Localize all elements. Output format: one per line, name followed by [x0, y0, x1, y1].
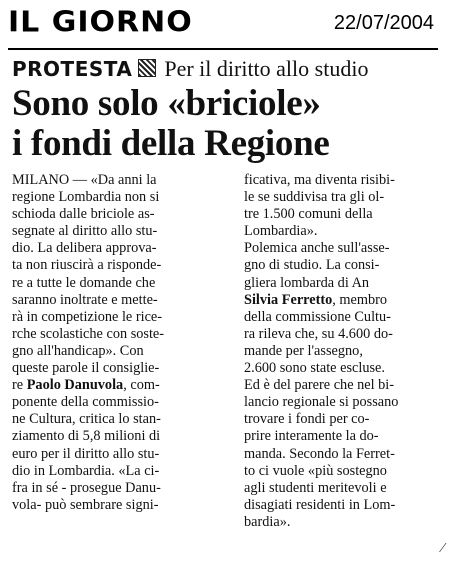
text-line: ne Cultura, critica lo stan-	[12, 411, 161, 428]
newspaper-name: IL GIORNO	[8, 6, 193, 40]
text-line: ta non riuscirà a risponde-	[12, 257, 162, 274]
text-line: trovare i fondi per co-	[244, 411, 370, 428]
text-line: prire interamente la do-	[244, 428, 379, 445]
text-line: regione Lombardia non si	[12, 189, 160, 206]
corner-mark: ⁄	[441, 541, 444, 556]
text-line	[12, 377, 232, 394]
article-column-right	[244, 172, 436, 531]
section-kicker	[12, 56, 442, 82]
text-line: saranno inoltrate e mette-	[12, 291, 158, 308]
text-line: Polemica anche sull'asse-	[244, 240, 390, 257]
masthead	[8, 6, 438, 44]
text-line: Ed è del parere che nel bi-	[244, 377, 395, 394]
text-fragment: , membro	[332, 291, 388, 308]
publication-date: 22/07/2004	[333, 12, 434, 34]
text-line: MILANO — «Da anni la	[12, 172, 157, 188]
text-line: euro per il diritto allo stu-	[12, 445, 160, 462]
text-line: dio. La delibera approva-	[12, 240, 157, 257]
text-line: bardia».	[244, 513, 291, 530]
text-line	[244, 292, 436, 309]
text-line: rche scolastiche con soste-	[12, 325, 165, 342]
text-fragment: , com-	[123, 377, 160, 394]
person-name: Silvia Ferretto	[244, 291, 333, 308]
headline-line: Sono solo «briciole»	[12, 83, 321, 124]
text-line: 2.600 sono state escluse.	[244, 360, 385, 377]
headline-line: i fondi della Regione	[12, 123, 330, 164]
text-line: manda. Secondo la Ferret-	[244, 445, 395, 462]
text-line: tre 1.500 comuni della	[244, 206, 373, 223]
text-fragment: re	[12, 377, 24, 394]
text-line: mande per l'assegno,	[244, 342, 363, 359]
kicker-label: PROTESTA	[12, 57, 133, 81]
text-line: queste parole il consiglie-	[12, 360, 160, 377]
article-column-left	[12, 172, 232, 514]
text-line: fra in sé - prosegue Danu-	[12, 479, 161, 496]
text-line: dio in Lombardia. «La ci-	[12, 462, 160, 479]
text-line: segnate al diritto allo stu-	[12, 223, 158, 240]
text-line: ponente della commissio-	[12, 394, 159, 411]
text-line: ziamento di 5,8 milioni di	[12, 428, 161, 445]
text-line: ra rileva che, su 4.600 do-	[244, 325, 393, 342]
text-line: della commissione Cultu-	[244, 308, 391, 325]
text-line: le se suddivisa tra gli ol-	[244, 189, 385, 206]
headline	[12, 84, 442, 164]
text-line: gno all'handicap». Con	[12, 342, 144, 359]
text-line: Lombardia».	[244, 223, 318, 240]
hatched-square-icon	[138, 59, 156, 77]
text-line: gno di studio. La consi-	[244, 257, 380, 274]
text-line: disagiati residenti in Lom-	[244, 496, 396, 513]
text-line: re a tutte le domande che	[12, 274, 156, 291]
text-line: agli studenti meritevoli e	[244, 479, 387, 496]
person-name: Paolo Danuvola	[26, 377, 124, 394]
text-line: schioda dalle briciole as-	[12, 206, 155, 223]
masthead-rule	[8, 48, 438, 50]
text-line: ficativa, ma diventa risibi-	[244, 172, 395, 188]
text-line: vola- può sembrare signi-	[12, 496, 159, 513]
text-line: gliera lombarda di An	[244, 274, 370, 291]
text-line: lancio regionale si possano	[244, 394, 399, 411]
kicker-subtitle: Per il diritto allo studio	[164, 56, 369, 81]
text-line: to ci vuole «più sostegno	[244, 462, 387, 479]
text-line: rà in competizione le rice-	[12, 308, 163, 325]
